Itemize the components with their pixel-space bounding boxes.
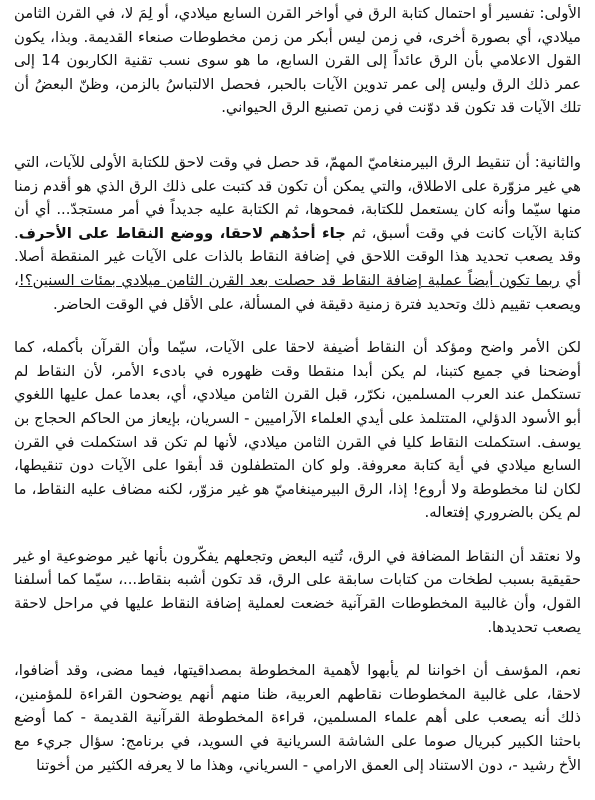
paragraph-4 bbox=[14, 545, 581, 639]
paragraph-2-underlined-text: ربما تكون أيضاً عملية إضافة النقاط قد حصلت بعد القرن الثامن ميلادي بمئات السنين؟! bbox=[18, 271, 560, 289]
paragraph-4-text: ولا نعتقد أن النقاط المضافة في الرق، تُتيه البعض وتجعلهم يفكّرون بأنها غير موضوعية او غير حقيقية بسبب لطخات من كتابات سابقة على الرق، قد تكون أشبه بنقاط...، سيّما كما أسلفنا القول، وأن غالبية المخطوطات القرآنية خضعت لعملية إضافة النقاط عليها في مراحل لاحقة يصعب تحديدها. bbox=[14, 547, 581, 636]
paragraph-2-bold-text: جاء أحدُهم لاحقا، ووضع النقاط على الأحرف bbox=[18, 224, 346, 242]
paragraph-1 bbox=[14, 2, 581, 120]
paragraph-3 bbox=[14, 336, 581, 525]
paragraph-1-text: الأولى: تفسير أو احتمال كتابة الرق في أواخر القرن السابع ميلادي، أو لِمَ لا، في القرن الثامن ميلادي، أي بصورة أخرى، في زمن ليس أبكر من زمن مخطوطات صنعاء القديمة. وبذا، يكون القول الاعلامي بأن الرق عائداً إلى القرن السابع، ما هو سوى نسب تقنية الكاربون 14 إلى عمر ذلك الرق وليس إلى عمر تدوين الآيات بالحبر، فحصل الالتباسُ بالزمن، وظنّ البعضُ أن تلك الآيات قد تكون قد دوّنت في زمن تصنيع الرق الحيواني. bbox=[14, 5, 581, 117]
paragraph-2-text-b: . وقد يصعب تحديد هذا الوقت اللاحق في إضافة النقاط بالذات على الآيات غير المنقطة أصلا. أي bbox=[14, 224, 581, 289]
paragraph-5 bbox=[14, 659, 581, 777]
paragraph-2-text-a: والثانية: أن تنقيط الرق البيرمنغاميّ المهمّ، قد حصل في وقت لاحق للكتابة الأولى للآيات، التي هي غير مزوّرة على الاطلاق، والتي يمكن أن تكون قد كتبت على ذلك الرق الذي هو أقدم زمنا منها سيّما وأنه كان يستعمل للكتابة، فمحوها، ثم الكتابة عليه جديداً في أمر مستجدّ... أي أن كتابة الآيات كانت في وقت أسبق، ثم bbox=[14, 153, 581, 242]
paragraph-5-text: نعم، المؤسف أن اخواننا لم يأبهوا لأهمية المخطوطة بمصداقيتها، فيما مضى، وقد أضافوا، لاحقا، على غالبية المخطوطات نقاطهم العربية، ظنا منهم أنهم يوضحون القراءة للمؤمنين، ذلك أنه يصعب على أهم علماء المسلمين، قراءة المخطوطة القرآنية القديمة - كما أوضع باحثنا الكبير كبريال صوما على الشاشة السريانية في السويد، في برنامج: سؤال جريء مع الأخ رشيد -، دون الاستناد إلى العمق الارامي - السرياني، وهذا ما لا يعرفه الكثير من أخوتنا bbox=[14, 662, 581, 774]
paragraph-2-text-c: ، ويصعب تقييم ذلك وتحديد فترة زمنية دقيقة في المسألة، على الأقل في الوقت الحاضر. bbox=[14, 271, 581, 313]
paragraph-3-text: لكن الأمر واضح ومؤكد أن النقاط أضيفة لاحقا على الآيات، سيّما وأن القرآن بأكمله، كما أوضحنا في جميع كتبنا، لم يكن أبدا منقطا وقت ظهوره في بادىء الأمر، لأن النقاط لم تستكمل عند العرب المسلمين، نكرّر، قبل القرن الثامن ميلادي، أي، بعدما عمل عليها اللغوي أبو الأسود الدؤلي، المتتلمذ على أيدي العلماء الآراميين - السريان، بإيعاز من الحاكم الحجاج بن يوسف. استكملت النقاط كليا في القرن الثامن ميلادي، لأنها لم تكن قد استكملت في القرن السابع ميلادي في أية كتابة معروفة. ولو كان المتطفلون قد أبقوا على الآيات دون تنقيطها، لكان لنا مخطوطة ولا أروع! إذا، الرق البيرمينغاميّ هو غير مزوّر، لكنه مضاف عليه النقاط، ما لم يكن بالضروري إفتعاله. bbox=[14, 339, 581, 522]
paragraph-2 bbox=[14, 151, 581, 316]
